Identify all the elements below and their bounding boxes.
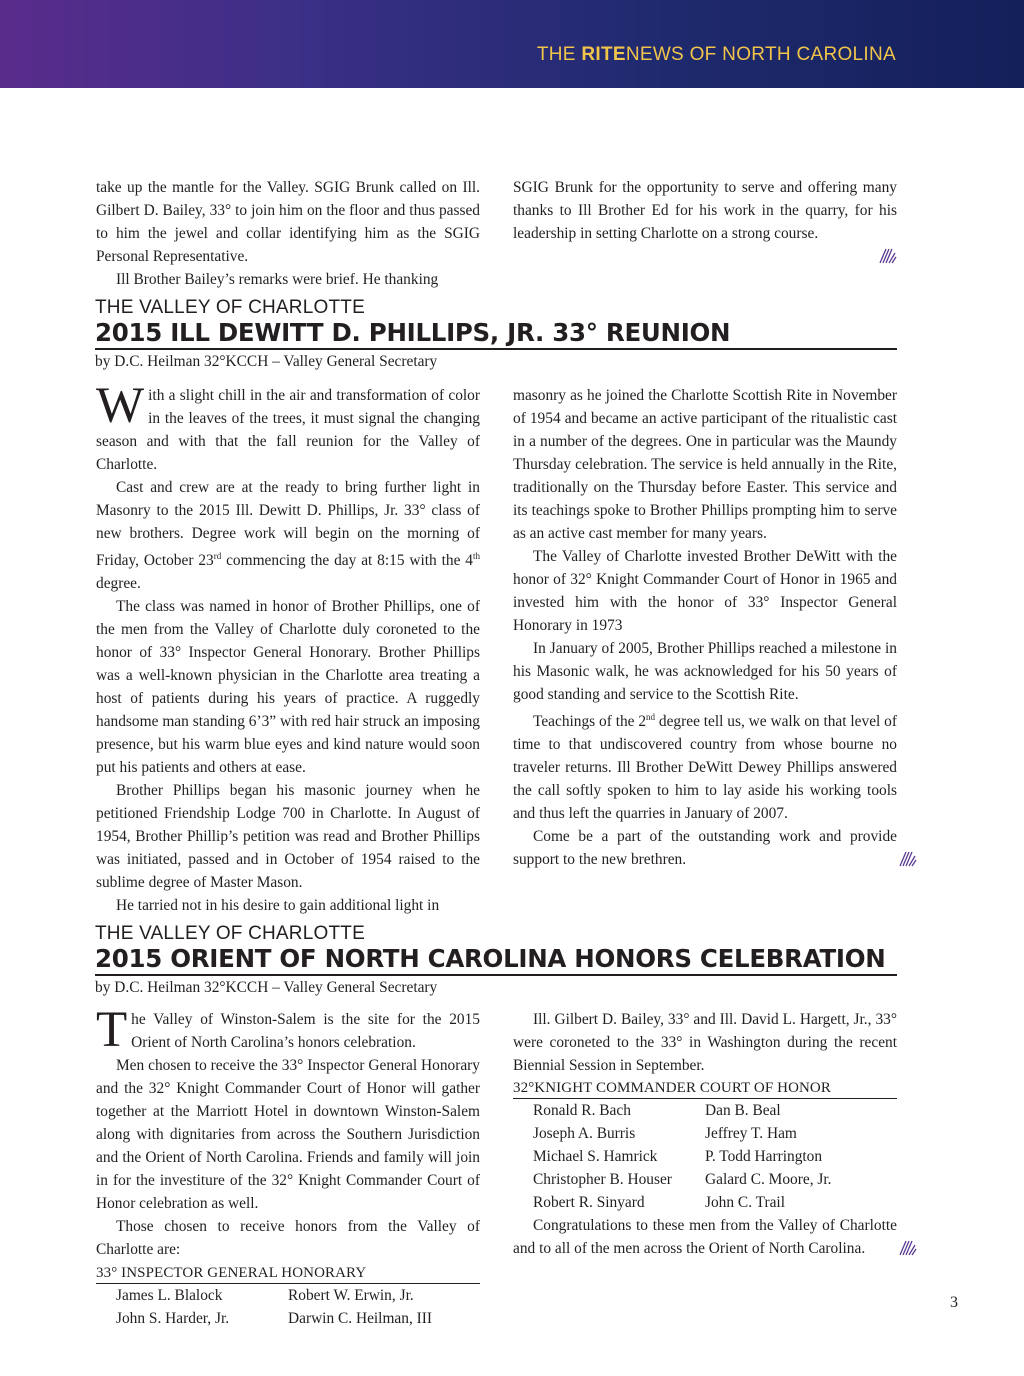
article1-right-column [513, 384, 897, 871]
paragraph: The Valley of Charlotte invested Brother DeWitt with the honor of 32° Knight Commander Court of Honor in 1965 and invested him with the honor of 33° Inspector General Honorary in 1973 [513, 548, 897, 634]
article-headline: 2015 ORIENT OF NORTH CAROLINA HONORS CELEBRATION [95, 944, 897, 976]
honorary-name-list [96, 1284, 480, 1330]
honoree-name: Galard C. Moore, Jr. [705, 1171, 832, 1188]
paragraph: With a slight chill in the air and transformation of color in the leaves of the trees, it must signal the changing season and with that the fall reunion for the Valley of Charlotte. [96, 378, 480, 473]
honorary-list-title: 33° INSPECTOR GENERAL HONORARY [96, 1263, 480, 1284]
article-byline: by D.C. Heilman 32°KCCH – Valley General Secretary [95, 979, 438, 996]
paragraph: take up the mantle for the Valley. SGIG Brunk called on Ill. Gilbert D. Bailey, 33° to join him on the floor and thus passed to him the jewel and collar identifying him as the SGIG Personal Representative. [96, 179, 480, 265]
article2-right-column [513, 1008, 897, 1260]
article1-left-column [96, 378, 480, 917]
honoree-name: Ronald R. Bach [533, 1102, 631, 1119]
honoree-name: P. Todd Harrington [705, 1148, 823, 1165]
page-number: 3 [950, 1294, 958, 1311]
honoree-name: Jeffrey T. Ham [705, 1125, 797, 1142]
paragraph: He tarried not in his desire to gain additional light in [116, 897, 440, 915]
honoree-name: Robert R. Sinyard [533, 1194, 645, 1211]
article-kicker: THE VALLEY OF CHARLOTTE [95, 923, 365, 944]
kcch-list-title: 32°KNIGHT COMMANDER COURT OF HONOR [513, 1078, 897, 1099]
honoree-name: Darwin C. Heilman, III [288, 1310, 433, 1327]
article2-heading [95, 924, 897, 999]
kcch-name-list [513, 1099, 897, 1214]
article-kicker: THE VALLEY OF CHARLOTTE [95, 297, 365, 318]
article1-heading [95, 298, 897, 373]
honoree-name: John S. Harder, Jr. [116, 1310, 230, 1327]
paragraph: In January of 2005, Brother Phillips reached a milestone in his Masonic walk, he was acknowledged for his 50 years of good standing and service to the Scottish Rite. [513, 640, 897, 703]
honoree-name: Christopher B. Houser [533, 1171, 672, 1188]
drop-cap: T [96, 1002, 128, 1058]
paragraph: SGIG Brunk for the opportunity to serve and offering many thanks to Ill Brother Ed for his work in the quarry, for his leadership in setting Charlotte on a strong course. [513, 179, 897, 242]
paragraph: The Valley of Winston-Salem is the site for the 2015 Orient of North Carolina’s honors celebration. [96, 1002, 480, 1058]
drop-cap: W [96, 378, 145, 434]
paragraph: masonry as he joined the Charlotte Scottish Rite in November of 1954 and became an active participant of the ritualistic cast in a number of the degrees. One in particular was the Maundy Thursday celebration. The service is held annually in the Rite, traditionally on the Thursday before Easter. This service and its teachings spoke to Brother Phillips prompting him to serve as an active cast member for many years. [513, 387, 897, 542]
paragraph: Ill. Gilbert D. Bailey, 33° and Ill. David L. Hargett, Jr., 33° were coroneted to the 33° in Washington during the recent Biennial Session in September. [513, 1011, 897, 1074]
end-mark-icon [879, 248, 897, 264]
article2-left-column [96, 1002, 480, 1330]
paragraph: Ill Brother Bailey’s remarks were brief. He thanking [116, 271, 439, 288]
paragraph: Congratulations to these men from the Valley of Charlotte and to all of the men across the Orient of North Carolina. [513, 1214, 897, 1260]
paragraph: Men chosen to receive the 33° Inspector General Honorary and the 32° Knight Commander Court of Honor will gather together at the Marriott Hotel in downtown Winston-Salem along with dignitaries from across the Southern Jurisdiction and the Orient of North Carolina. Friends and family will join in for the investiture of the 32° Knight Commander Court of Honor celebration as well. [96, 1057, 480, 1212]
paragraph: Teachings of the 2nd degree tell us, we walk on that level of time to that undiscovered country from whose bourne no traveler returns. Ill Brother DeWitt Dewey Phillips answered the call softly spoken to him to lay aside his working tools and thus left the quarries in January of 2007. [513, 712, 897, 823]
paragraph: The class was named in honor of Brother Phillips, one of the men from the Valley of Charlotte duly coroneted to the honor of 33° Inspector General Honorary. Brother Phillips was a well-known physician in the Charlotte area treating a host of patients during his years of practice. A ruggedly handsome man standing 6’3” with red hair struck an imposing presence, but his warm blue eyes and kind nature would soon put his patients and others at ease. [96, 598, 480, 777]
article-headline: 2015 ILL DEWITT D. PHILLIPS, JR. 33° REUNION [95, 318, 897, 350]
continued-right-column [513, 176, 897, 268]
paragraph: Come be a part of the outstanding work and provide support to the new brethren. [513, 825, 897, 871]
honoree-name: Dan B. Beal [705, 1102, 781, 1119]
header-banner [0, 0, 1024, 88]
honoree-name: James L. Blalock [116, 1287, 223, 1304]
publication-title: THE RITENEWS OF NORTH CAROLINA [536, 44, 896, 65]
honoree-name: Joseph A. Burris [533, 1125, 636, 1142]
end-mark-icon [879, 1240, 897, 1256]
end-mark-icon [879, 851, 897, 867]
honoree-name: Michael S. Hamrick [533, 1148, 658, 1165]
paragraph: Brother Phillips began his masonic journey when he petitioned Friendship Lodge 700 in Charlotte. In August of 1954, Brother Phillip’s petition was read and Brother Phillips was initiated, passed and in October of 1954 raised to the sublime degree of Master Mason. [96, 782, 480, 892]
paragraph: Cast and crew are at the ready to bring further light in Masonry to the 2015 Ill. Dewitt D. Phillips, Jr. 33° class of new brothers. Degree work will begin on the morning of Friday, October 23rd commencing the day at 8:15 with the 4th degree. [96, 479, 480, 593]
paragraph: Those chosen to receive honors from the Valley of Charlotte are: [96, 1218, 480, 1258]
honoree-name: John C. Trail [705, 1194, 785, 1211]
honoree-name: Robert W. Erwin, Jr. [288, 1287, 414, 1304]
article-byline: by D.C. Heilman 32°KCCH – Valley General Secretary [95, 353, 438, 370]
continued-left-column [96, 176, 480, 291]
